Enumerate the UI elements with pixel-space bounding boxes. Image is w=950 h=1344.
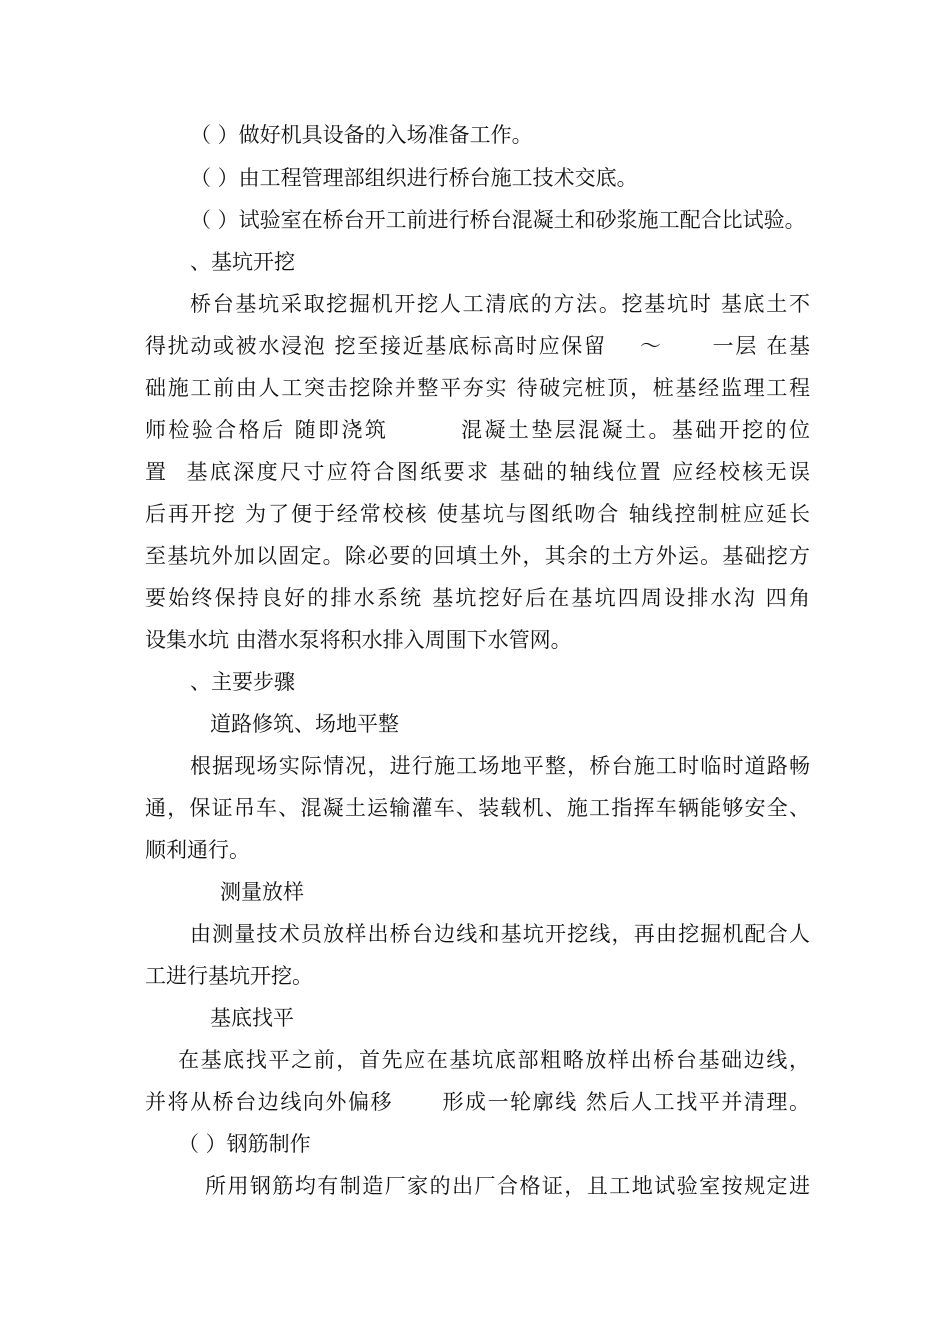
subheading-base-leveling: 基底找平 bbox=[210, 1006, 294, 1030]
paragraph-line: 设集水坑 由潜水泵将积水排入周围下水管网。 bbox=[145, 628, 572, 652]
section-heading-main-steps: 、主要步骤 bbox=[190, 670, 295, 694]
list-item-mix-ratio-test: （ ）试验室在桥台开工前进行桥台混凝土和砂浆施工配合比试验。 bbox=[190, 208, 806, 232]
paragraph-line: 础施工前由人工突击挖除并整平夯实 待破完桩顶，桩基经监理工程 bbox=[145, 376, 810, 400]
paragraph-line: 得扰动或被水浸泡 挖至接近基底标高时应保留 ～ 一层 在基 bbox=[145, 334, 810, 358]
list-item-equipment-prep: （ ）做好机具设备的入场准备工作。 bbox=[190, 123, 533, 147]
list-item-tech-briefing: （ ）由工程管理部组织进行桥台施工技术交底。 bbox=[190, 166, 638, 190]
paragraph-line: 桥台基坑采取挖掘机开挖人工清底的方法。挖基坑时 基底土不 bbox=[190, 292, 810, 316]
paragraph-line: 根据现场实际情况，进行施工场地平整，桥台施工时临时道路畅 bbox=[190, 754, 810, 778]
paragraph-line: 要始终保持良好的排水系统 基坑挖好后在基坑四周设排水沟 四角 bbox=[145, 586, 810, 610]
paragraph-line: 由测量技术员放样出桥台边线和基坑开挖线，再由挖掘机配合人 bbox=[190, 922, 810, 946]
paragraph-line: 至基坑外加以固定。除必要的回填土外，其余的土方外运。基础挖方 bbox=[145, 544, 810, 568]
subheading-survey-staking: 测量放样 bbox=[220, 880, 304, 904]
list-item-rebar-fabrication: （ ）钢筋制作 bbox=[178, 1132, 311, 1156]
subheading-road-leveling: 道路修筑、场地平整 bbox=[210, 712, 399, 736]
paragraph-line: 后再开挖 为了便于经常校核 使基坑与图纸吻合 轴线控制桩应延长 bbox=[145, 502, 810, 526]
paragraph-line: 在基底找平之前，首先应在基坑底部粗略放样出桥台基础边线， bbox=[178, 1048, 810, 1072]
paragraph-line: 师检验合格后 随即浇筑 混凝土垫层混凝土。基础开挖的位 bbox=[145, 418, 810, 442]
section-heading-excavation: 、基坑开挖 bbox=[190, 250, 295, 274]
paragraph-line: 工进行基坑开挖。 bbox=[145, 964, 313, 988]
paragraph-line: 通，保证吊车、混凝土运输灌车、装载机、施工指挥车辆能够安全、 bbox=[145, 796, 810, 820]
paragraph-line: 并将从桥台边线向外偏移 形成一轮廓线 然后人工找平并清理。 bbox=[145, 1090, 810, 1114]
paragraph-line: 所用钢筋均有制造厂家的出厂合格证，且工地试验室按规定进 bbox=[205, 1174, 810, 1198]
paragraph-line: 顺利通行。 bbox=[145, 838, 250, 862]
paragraph-line: 置 基底深度尺寸应符合图纸要求 基础的轴线位置 应经校核无误 bbox=[145, 460, 810, 484]
